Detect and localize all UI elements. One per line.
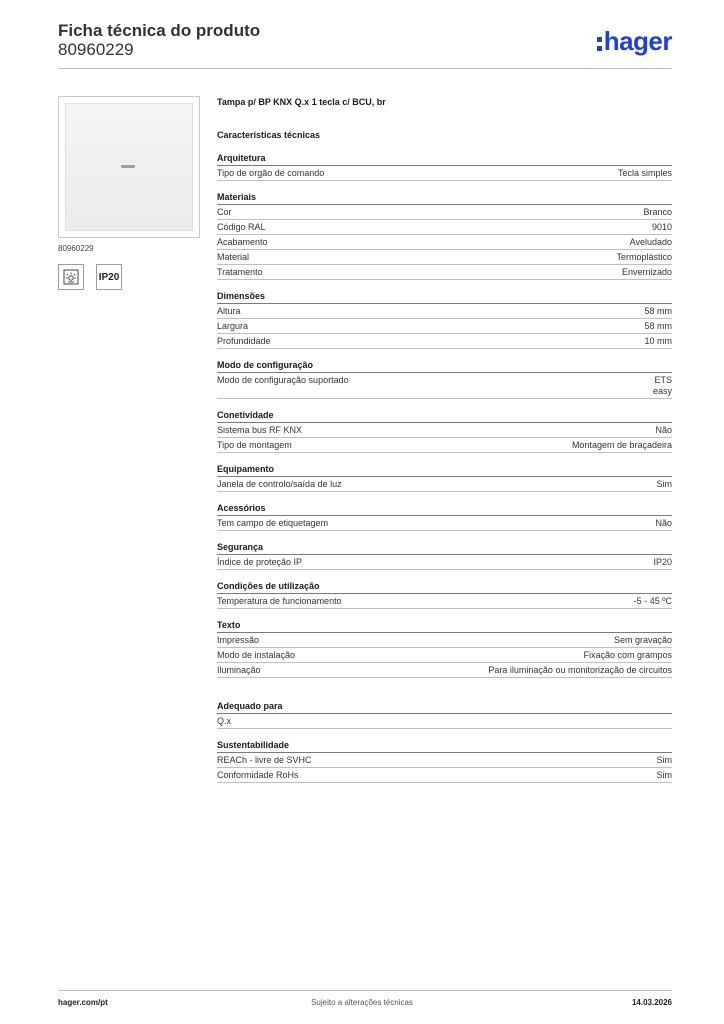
spec-value-line: -5 - 45 ºC [633, 596, 672, 606]
spec-value [616, 252, 672, 263]
spec-value-line: Sem gravação [613, 635, 672, 645]
spec-group-title: Sustentabilidade [217, 739, 672, 753]
spec-group [217, 580, 672, 609]
spec-value-line: 10 mm [644, 336, 672, 346]
spec-row [217, 438, 672, 453]
spec-group-title: Conetividade [217, 409, 672, 423]
spec-group [217, 502, 672, 531]
spec-group-title: Acessórios [217, 502, 672, 516]
spec-group [217, 700, 672, 729]
spec-label: Tratamento [217, 267, 263, 277]
spec-value-line: Sim [656, 770, 672, 780]
spec-value [657, 770, 673, 781]
spec-value [618, 168, 672, 179]
spec-label: Sistema bus RF KNX [217, 425, 303, 435]
spec-label: Impressão [217, 635, 260, 645]
spec-value [652, 222, 672, 233]
spec-row [217, 663, 672, 678]
spec-row [217, 220, 672, 235]
technical-content [217, 96, 672, 783]
product-image [58, 96, 200, 238]
logo-dots-icon [597, 37, 602, 51]
spec-row [217, 373, 672, 399]
spec-row [217, 768, 672, 783]
spec-value [653, 557, 672, 568]
spec-group [217, 541, 672, 570]
footer-date: 14.03.2026 [631, 998, 672, 1007]
spec-value-line: 58 mm [644, 321, 672, 331]
spec-value-line: Não [655, 425, 672, 435]
spec-group-title: Dimensões [217, 290, 672, 304]
footer-divider [58, 990, 672, 991]
spec-value-line: ETS [654, 375, 672, 385]
spec-row [217, 594, 672, 609]
spec-value-line: Não [655, 518, 672, 528]
footer-website[interactable]: hager.com/pt [58, 998, 108, 1007]
spec-row [217, 304, 672, 319]
hager-logo [597, 26, 672, 57]
spec-label: Cor [217, 207, 232, 217]
spec-value [657, 479, 673, 490]
spec-value [644, 336, 672, 347]
spec-group-title: Equipamento [217, 463, 672, 477]
spec-row [217, 423, 672, 438]
spec-label: REACh - livre de SVHC [217, 755, 312, 765]
spec-value [644, 321, 672, 332]
characteristics-heading: Características técnicas [217, 130, 321, 140]
spec-label: Profundidade [217, 336, 271, 346]
spec-value-line: IP20 [653, 557, 672, 567]
spec-label: Tipo de orgão de comando [217, 168, 325, 178]
spec-label: Material [217, 252, 250, 262]
spec-group-title: Texto [217, 619, 672, 633]
spec-row [217, 319, 672, 334]
spec-row [217, 235, 672, 250]
spec-value-line: Sim [656, 755, 672, 765]
spec-group [217, 619, 672, 678]
spec-group-title: Materiais [217, 191, 672, 205]
page-title: Ficha técnica do produto [58, 21, 261, 40]
spec-value [622, 267, 672, 278]
spec-group-title: Arquitetura [217, 152, 672, 166]
spec-label: Modo de configuração suportado [217, 375, 349, 385]
ip20-badge: IP20 [96, 264, 122, 290]
spec-value-line: 9010 [651, 222, 672, 232]
header-divider [58, 68, 672, 69]
product-name: Tampa p/ BP KNX Q.x 1 tecla c/ BCU, br [217, 97, 386, 107]
spec-value [614, 635, 672, 646]
spec-value-line: Fixação com grampos [583, 650, 672, 660]
spec-label: Acabamento [217, 237, 268, 247]
spec-group [217, 152, 672, 181]
spec-value [655, 518, 672, 529]
spec-group-title: Adequado para [217, 700, 672, 714]
spec-value [634, 596, 672, 607]
spec-label: Q.x [217, 716, 232, 726]
spec-value-line: Aveludado [629, 237, 672, 247]
spec-row [217, 166, 672, 181]
spec-value-line: Para iluminação ou monitorização de circuitos [488, 665, 672, 675]
spec-value [655, 425, 672, 436]
spec-value-line: Branco [643, 207, 672, 217]
spec-groups [217, 152, 672, 783]
spec-row [217, 555, 672, 570]
spec-group-title: Condições de utilização [217, 580, 672, 594]
spec-label: Tem campo de etiquetagem [217, 518, 329, 528]
spec-label: Tipo de montagem [217, 440, 292, 450]
led-indicator [121, 165, 135, 168]
spec-row [217, 334, 672, 349]
spec-value-line: Montagem de braçadeira [571, 440, 672, 450]
spec-row [217, 633, 672, 648]
spec-value [653, 375, 672, 397]
spec-group-title: Modo de configuração [217, 359, 672, 373]
spec-group-title: Segurança [217, 541, 672, 555]
spec-label: Altura [217, 306, 241, 316]
spec-group [217, 409, 672, 453]
spec-value [643, 207, 672, 218]
spec-value [488, 665, 672, 676]
spec-value-line: 58 mm [644, 306, 672, 316]
spec-value [657, 755, 673, 766]
spec-value [583, 650, 672, 661]
spec-row [217, 250, 672, 265]
spec-value [644, 306, 672, 317]
spec-row [217, 265, 672, 280]
spec-label: Largura [217, 321, 249, 331]
spec-row [217, 205, 672, 220]
image-caption: 80960229 [58, 244, 94, 253]
spec-row [217, 516, 672, 531]
spec-row [217, 753, 672, 768]
spec-value-line: Envernizado [621, 267, 672, 277]
spec-value-line: Termoplástico [616, 252, 672, 262]
spec-group [217, 463, 672, 492]
spec-label: Índice de proteção IP [217, 557, 303, 567]
spec-group [217, 359, 672, 399]
spec-group [217, 191, 672, 280]
spec-value-line: Sim [656, 479, 672, 489]
product-code: 80960229 [58, 40, 134, 59]
spec-label: Temperatura de funcionamento [217, 596, 342, 606]
spec-value-line: Tecla simples [617, 168, 672, 178]
spec-group [217, 739, 672, 783]
spec-value-line: easy [652, 386, 672, 396]
spec-label: Janela de controlo/saída de luz [217, 479, 342, 489]
spec-group [217, 290, 672, 349]
footer-disclaimer: Sujeito a alterações técnicas [311, 998, 413, 1007]
spec-row [217, 477, 672, 492]
spec-row [217, 714, 672, 729]
spec-label: Código RAL [217, 222, 266, 232]
spec-value [572, 440, 672, 451]
spec-row [217, 648, 672, 663]
spec-label: Modo de instalação [217, 650, 296, 660]
light-switch-icon [58, 264, 84, 290]
logo-text: hager [603, 26, 672, 56]
spec-label: Iluminação [217, 665, 261, 675]
spec-value [630, 237, 672, 248]
spec-label: Conformidade RoHs [217, 770, 299, 780]
